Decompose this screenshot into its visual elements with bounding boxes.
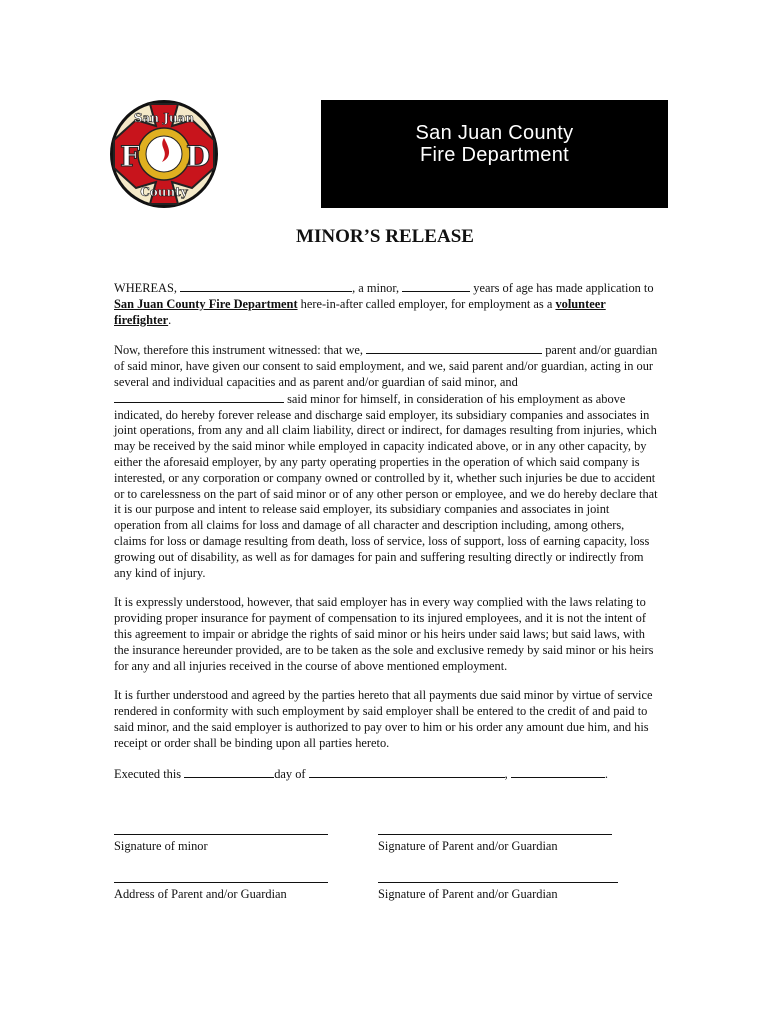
minor-age-field[interactable] bbox=[402, 280, 470, 292]
para2-text: Now, therefore this instrument witnessed: that we, bbox=[114, 343, 367, 358]
logo-letter-left: F bbox=[120, 140, 140, 173]
address-block bbox=[114, 882, 328, 902]
insurance-paragraph: It is expressly understood, however, that said employer has in every way complied with the laws relating to providing proper insurance for payment of compensation to its injured employees, and it is not the intent of this agreement to impair or abridge the rights of said minor or his heirs under said laws; but said laws, with the insurance hereunder provided, are to be taken as the sole and exclusive remedy by said minor or his heirs for any and all injuries received in the course of above mentioned employment. bbox=[114, 595, 654, 673]
release-paragraph bbox=[114, 342, 659, 581]
parent-signature-line[interactable] bbox=[378, 834, 612, 835]
para1-text: WHEREAS, bbox=[114, 281, 181, 295]
minor-name-field-2[interactable] bbox=[114, 391, 284, 403]
position-name: volunteer firefighter bbox=[114, 296, 606, 327]
parent-signature-line-2[interactable] bbox=[378, 882, 618, 883]
release-body bbox=[114, 280, 659, 796]
parent-signature-label-2: Signature of Parent and/or Guardian bbox=[378, 887, 558, 901]
executed-text: day of bbox=[274, 766, 309, 781]
whereas-paragraph bbox=[114, 280, 659, 328]
parent-signature-block bbox=[378, 834, 612, 854]
para2-text: said minor for himself, in consideration of his employment as above indicated, do hereby forever release and discharge said employer, its subsidiary companies and associates in joint operations, from any and all claim liability, direct or indirect, for damages resulting from injuries, which may be received by the said minor while employed in capacity indicated above, or in any other capacity, by either the aforesaid employer, by any party operating properties in the operation of which said company is interested, or any corporation or company owned or controlled by it, whether such injuries be due to accident or to carelessness on the part of said minor or of any other person or employee, and we do hereby declare that it is our purpose and intent to release said employer, its subsidiary companies and associates in joint operation from all claims for loss and damage of all character and description including, among others, claims for loss or damage resulting from death, loss of service, loss of support, loss of earning capacity, loss growing out of disability, as well as for damages for pain and suffering resulting directly or indirectly from any kind of injury. bbox=[114, 391, 658, 580]
logo-letter-right: D bbox=[185, 140, 211, 173]
address-line[interactable] bbox=[114, 882, 328, 883]
para1-text: , a minor, bbox=[352, 281, 403, 295]
minor-signature-block bbox=[114, 834, 328, 854]
executed-line bbox=[114, 766, 659, 783]
org-name-line1: San Juan County bbox=[415, 122, 574, 144]
employer-name: San Juan County Fire Department bbox=[114, 296, 298, 311]
parent-signature-block-2 bbox=[378, 882, 618, 902]
executed-day-field[interactable] bbox=[184, 766, 274, 778]
document-title: MINOR’S RELEASE bbox=[296, 226, 474, 247]
parent-signature-label: Signature of Parent and/or Guardian bbox=[378, 839, 558, 853]
minor-name-field[interactable] bbox=[180, 280, 352, 292]
para1-text: . bbox=[168, 312, 172, 327]
executed-text: Executed this bbox=[114, 766, 185, 781]
para1-text: years of age has made application to bbox=[470, 281, 654, 295]
org-name-line2: Fire Department bbox=[420, 144, 569, 166]
minor-signature-line[interactable] bbox=[114, 834, 328, 835]
para2-text: parent and/or guardian of said minor, have given our consent to said employment, and we, said parent and/or guardian, acting in our several and individual capacities and as parent and/or guardian of said minor, and bbox=[114, 343, 658, 389]
executed-year-field[interactable] bbox=[511, 766, 605, 778]
logo-text-top: San Juan bbox=[133, 111, 195, 125]
executed-text: . bbox=[604, 766, 608, 781]
payment-paragraph: It is further understood and agreed by the parties hereto that all payments due said minor by virtue of service rendered in conformity with such employment by said employer shall be entered to the credit of and paid to said minor, and the said employer is authorized to pay over to him or his order any amount due him, and his receipt or order shall be binding upon all parties hereto. bbox=[114, 688, 653, 750]
executed-text: , bbox=[504, 766, 511, 781]
fire-department-logo-icon bbox=[108, 98, 220, 210]
address-label: Address of Parent and/or Guardian bbox=[114, 887, 287, 901]
organization-header bbox=[321, 100, 668, 208]
executed-month-field[interactable] bbox=[309, 766, 505, 778]
logo-text-bottom: County bbox=[140, 185, 188, 199]
minor-signature-label: Signature of minor bbox=[114, 839, 208, 853]
para1-text: here-in-after called employer, for employment as a bbox=[297, 296, 556, 311]
parent-name-field[interactable] bbox=[366, 342, 542, 354]
